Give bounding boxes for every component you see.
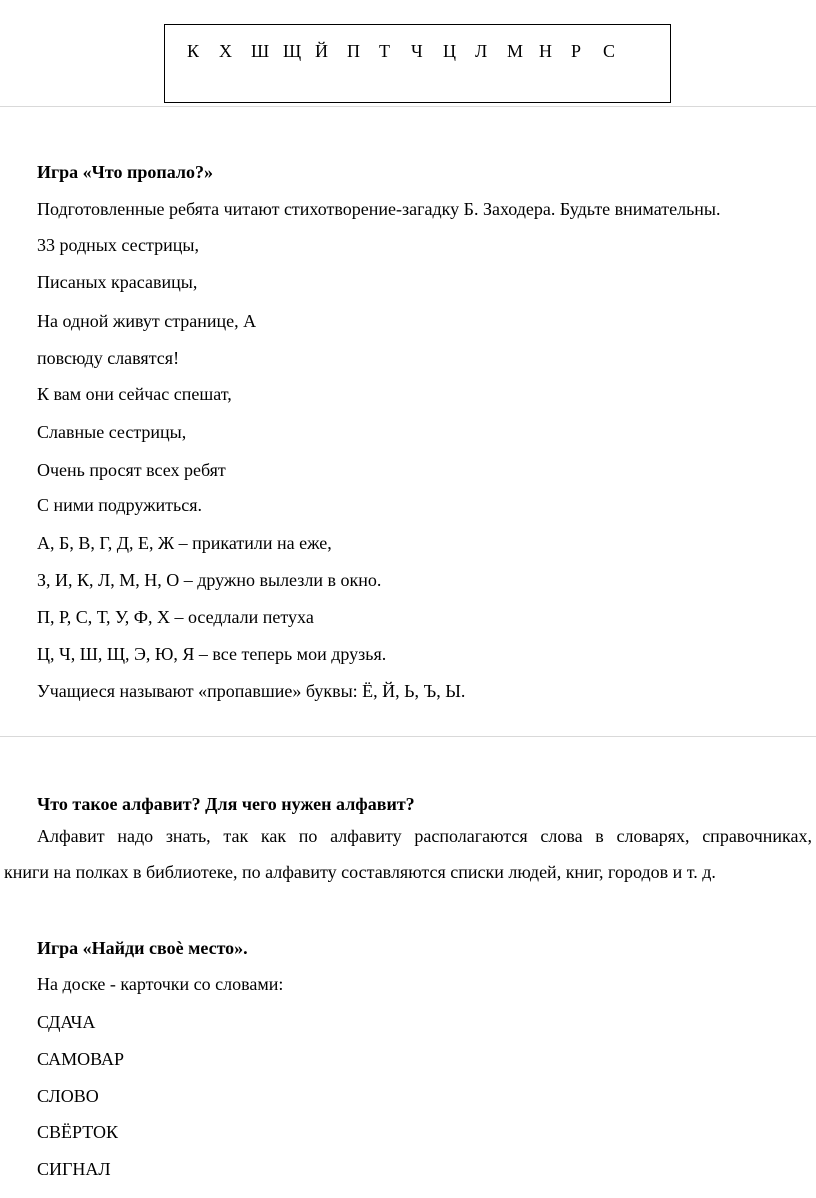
poem-line: Писаных красавицы,: [37, 272, 198, 292]
alphabet-paragraph: [4, 825, 812, 883]
letter-cell: Н: [539, 41, 552, 61]
paragraph-line: Алфавит надо знать, так как по алфавиту располагаются слова в словарях, справочниках,: [37, 826, 812, 846]
word-card: СДАЧА: [37, 1012, 96, 1032]
word-card: СВЁРТОК: [37, 1122, 118, 1142]
poem-line: Славные сестрицы,: [37, 422, 187, 442]
poem-line: Очень просят всех ребят: [37, 460, 226, 480]
letter-cell: Х: [219, 41, 232, 61]
poem-line: К вам они сейчас спешат,: [37, 384, 232, 404]
word-card: СИГНАЛ: [37, 1159, 111, 1179]
letter-cell: Щ: [283, 41, 302, 61]
poem-line: З, И, К, Л, М, Н, О – дружно вылезли в окно.: [37, 570, 382, 590]
intro-text: Подготовленные ребята читают стихотворение-загадку Б. Заходера. Будьте внимательны.: [37, 199, 721, 219]
page-divider: [0, 736, 816, 737]
word-card: САМОВАР: [37, 1049, 124, 1069]
letter-cell: С: [603, 41, 616, 61]
poem-line: На одной живут странице, А: [37, 311, 257, 331]
poem-line: А, Б, В, Г, Д, Е, Ж – прикатили на еже,: [37, 533, 332, 553]
poem-line: П, Р, С, Т, У, Ф, Х – оседлали петуха: [37, 607, 314, 627]
answer-text: Учащиеся называют «пропавшие» буквы: Ё, Й, Ь, Ъ, Ы.: [37, 681, 466, 701]
letter-cell: Т: [379, 41, 390, 61]
letter-cell: Ц: [443, 41, 456, 61]
page-divider: [0, 106, 816, 107]
letter-cell: Ш: [251, 41, 270, 61]
paragraph-line: книги на полках в библиотеке, по алфавиту составляются списки людей, книг, городов и т. д.: [4, 862, 716, 882]
letter-cell: М: [507, 41, 524, 61]
section-heading: Что такое алфавит? Для чего нужен алфавит?: [37, 794, 415, 814]
intro-text: На доске - карточки со словами:: [37, 974, 284, 994]
letter-cell: Л: [475, 41, 488, 61]
letter-cell: Р: [571, 41, 582, 61]
letter-cell: Й: [315, 41, 328, 61]
letters-table: [164, 24, 671, 103]
poem-line: повсюду славятся!: [37, 348, 180, 368]
poem-line: С ними подружиться.: [37, 495, 203, 515]
section-heading: Игра «Что пропало?»: [37, 162, 214, 182]
word-card: СЛОВО: [37, 1086, 99, 1106]
poem-line: 33 родных сестрицы,: [37, 235, 199, 255]
letter-cell: П: [347, 41, 360, 61]
letters-row: [187, 41, 635, 62]
letter-cell: Ч: [411, 41, 423, 61]
poem-line: Ц, Ч, Ш, Щ, Э, Ю, Я – все теперь мои друзья.: [37, 644, 387, 664]
letter-cell: К: [187, 41, 200, 61]
section-heading: Игра «Найди своѐ место».: [37, 938, 248, 958]
